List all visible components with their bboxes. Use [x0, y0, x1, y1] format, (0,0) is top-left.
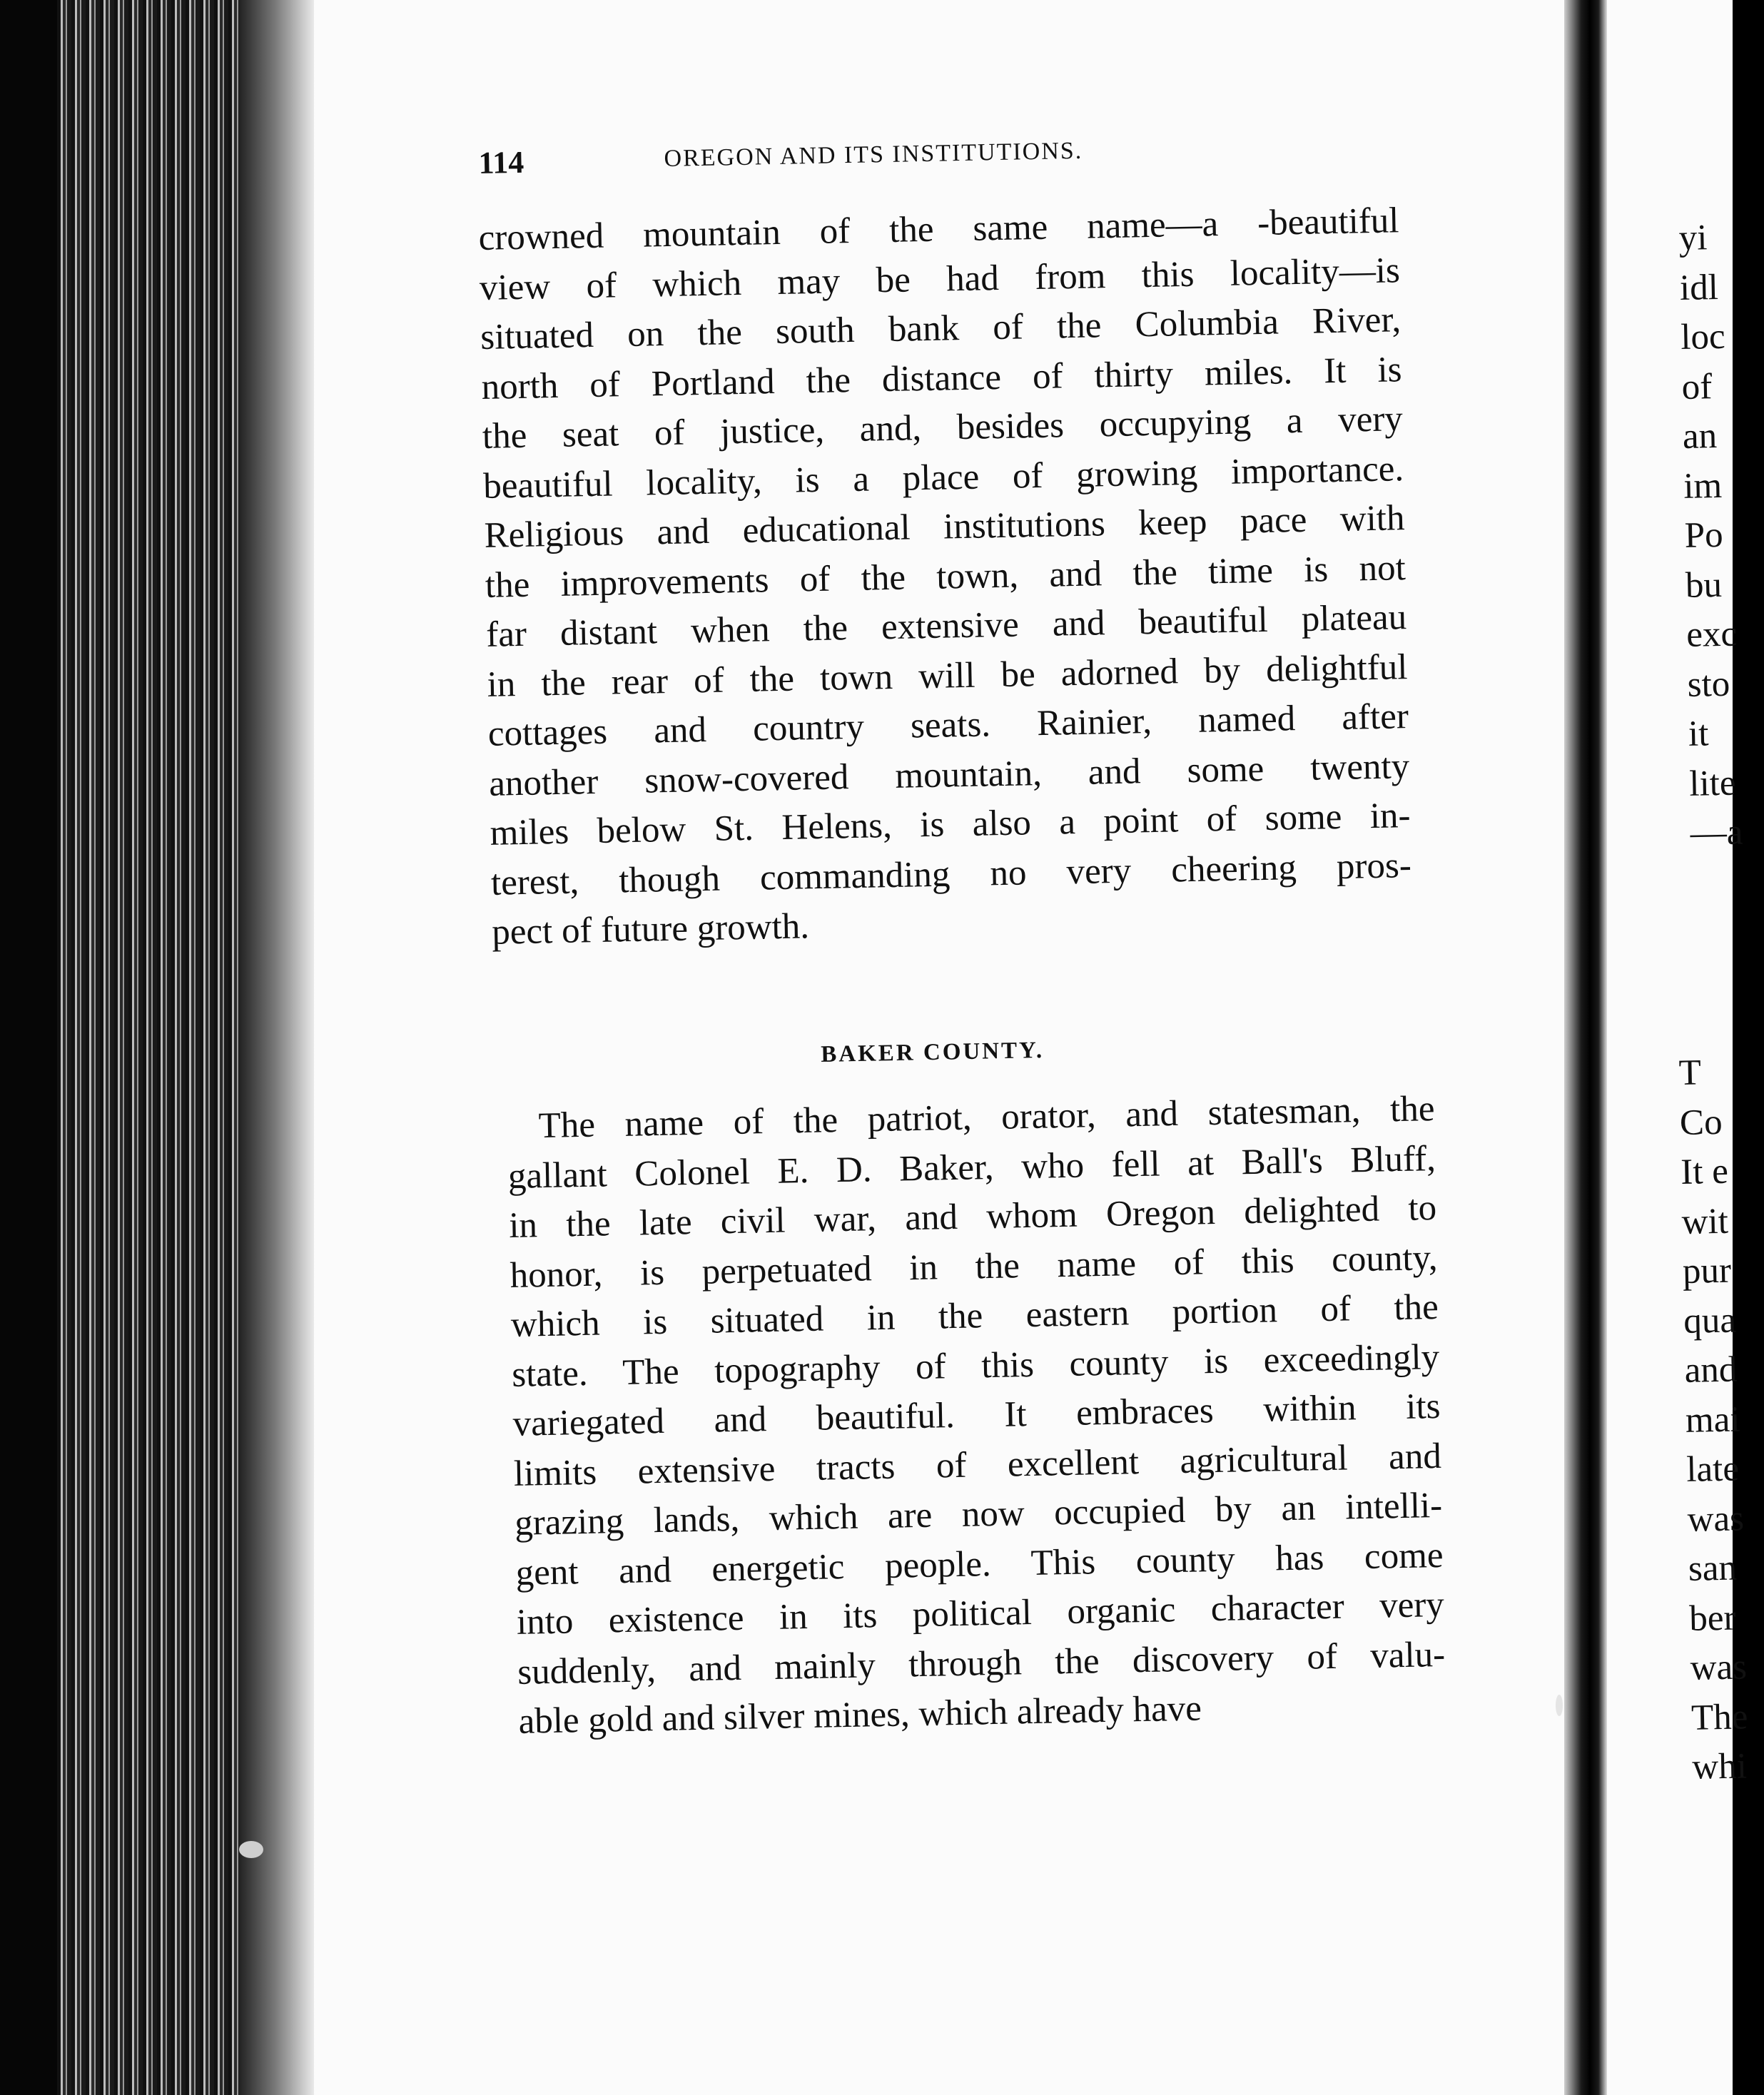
text-line: cottages and country seats. Rainier, named after — [487, 696, 1409, 754]
right-page-fragments-bottom — [1678, 1048, 1764, 1792]
text-line: It e — [1680, 1151, 1729, 1192]
text-line: was — [1690, 1647, 1748, 1688]
paragraph-1 — [478, 196, 1413, 958]
paragraph-2 — [507, 1085, 1446, 1747]
text-line: bu — [1685, 564, 1723, 606]
text-line: crowned mountain of the same name—a -beautiful — [478, 201, 1399, 258]
text-line: limits extensive tracts of excellent agricultural and — [513, 1436, 1442, 1494]
section-heading: BAKER COUNTY. — [821, 1037, 1045, 1067]
text-line: whi — [1691, 1746, 1748, 1787]
text-line: honor, is perpetuated in the name of this county, — [510, 1237, 1438, 1296]
text-line: sto — [1687, 664, 1730, 705]
text-line: loc — [1680, 316, 1726, 357]
text-line: grazing lands, which are now occupied by an intelli- — [514, 1485, 1443, 1543]
text-line: Po — [1684, 514, 1724, 556]
text-line: The name of the patriot, orator, and statesman, the — [538, 1089, 1435, 1147]
text-line: view of which may be had from this locality—is — [479, 250, 1401, 308]
text-line: late — [1686, 1449, 1740, 1490]
text-line: terest, though commanding no very cheering pros- — [490, 845, 1412, 903]
text-line: T — [1678, 1052, 1702, 1093]
text-line: miles below St. Helens, is also a point of some in- — [490, 796, 1411, 853]
text-line: it — [1688, 714, 1709, 754]
text-line: in the late civil war, and whom Oregon delighted to — [508, 1188, 1437, 1246]
text-line: im — [1683, 465, 1723, 507]
text-line: Co — [1679, 1102, 1723, 1143]
text-line: state. The topography of this county is exceedingly — [511, 1336, 1440, 1395]
text-line: —a — [1690, 812, 1743, 853]
page-edge-shadow — [239, 0, 318, 2095]
text-line: exc — [1686, 614, 1738, 655]
text-line: pect of future growth. — [491, 906, 810, 953]
text-line: suddenly, and mainly through the discovery of valu- — [517, 1634, 1446, 1693]
text-line: idl — [1679, 267, 1719, 308]
running-title: OREGON AND ITS INSTITUTIONS. — [664, 137, 1083, 172]
scan-speck — [239, 1841, 263, 1858]
text-line: yi — [1678, 218, 1708, 258]
text-line: far distant when the extensive and beautiful plateau — [485, 597, 1407, 655]
text-line: qua — [1683, 1300, 1737, 1341]
text-line: the improvements of the town, and the time is not — [485, 547, 1406, 606]
text-line: beautiful locality, is a place of growing importance. — [482, 448, 1404, 507]
text-line: into existence in its political organic character very — [516, 1584, 1445, 1643]
book-gutter — [1564, 0, 1607, 2095]
scan-speck — [1556, 1695, 1563, 1716]
text-line: wit — [1681, 1201, 1729, 1242]
text-line: was — [1687, 1498, 1745, 1540]
text-line: situated on the south bank of the Columbia River, — [480, 300, 1401, 357]
text-line: mai — [1685, 1399, 1740, 1441]
text-line: gallant Colonel E. D. Baker, who fell at Ball's Bluff, — [507, 1138, 1436, 1197]
text-line: pur — [1682, 1250, 1732, 1292]
text-line: an — [1682, 416, 1718, 457]
text-line: which is situated in the eastern portion of the — [510, 1287, 1439, 1345]
text-line: The — [1690, 1696, 1748, 1738]
text-line: lite — [1688, 763, 1737, 804]
text-line: variegated and beautiful. It embraces within its — [512, 1386, 1441, 1444]
text-line: san — [1688, 1548, 1738, 1589]
text-line: the seat of justice, and, besides occupying a very — [482, 399, 1404, 457]
text-line: Religious and educational institutions keep pace with — [484, 498, 1405, 556]
text-line: gent and energetic people. This county has come — [515, 1535, 1444, 1593]
text-line: another snow-covered mountain, and some twenty — [488, 746, 1410, 804]
text-line: and — [1684, 1349, 1738, 1391]
page-number: 114 — [478, 144, 524, 181]
right-page-fragments-top — [1678, 213, 1762, 858]
text-line: in the rear of the town will be adorned by delightful — [487, 646, 1408, 705]
text-line: of — [1681, 366, 1713, 407]
text-line: north of Portland the distance of thirty miles. It is — [481, 349, 1402, 407]
text-line: ber — [1688, 1598, 1736, 1639]
text-line: able gold and silver mines, which already have — [518, 1688, 1202, 1742]
